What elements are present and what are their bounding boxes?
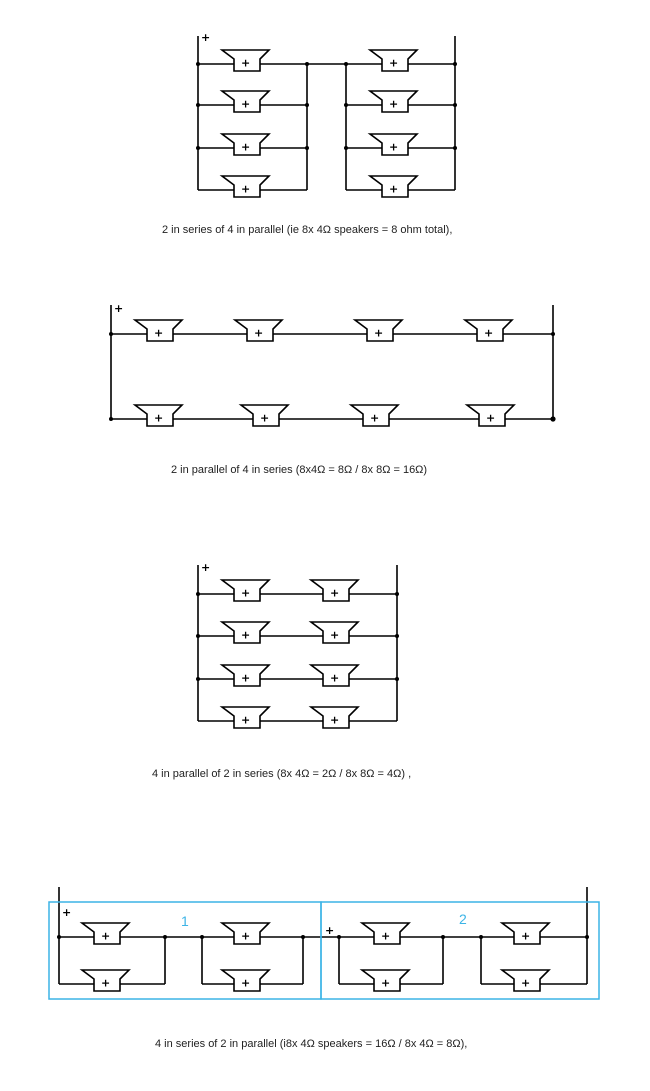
diagram-caption: 4 in parallel of 2 in series (8x 4Ω = 2Ω / 8x 8Ω = 4Ω) , bbox=[152, 768, 412, 780]
speaker-icon bbox=[362, 970, 409, 991]
diagram-parallel-of-series bbox=[109, 302, 556, 476]
svg-text:+: + bbox=[101, 929, 111, 943]
speaker-icon bbox=[465, 320, 512, 341]
diagram-parallel-of-series-pairs bbox=[152, 561, 411, 780]
speaker-icon bbox=[222, 665, 269, 686]
speaker-icon bbox=[222, 134, 269, 155]
svg-text:+: + bbox=[521, 976, 531, 990]
svg-text:+: + bbox=[241, 976, 251, 990]
svg-text:+: + bbox=[521, 929, 531, 943]
svg-text:+: + bbox=[330, 628, 340, 642]
svg-text:+: + bbox=[101, 976, 111, 990]
speaker-icon bbox=[502, 923, 549, 944]
speaker-icon bbox=[311, 665, 358, 686]
diagram-series-of-parallel-pairs bbox=[49, 887, 599, 1050]
speaker-icon bbox=[222, 707, 269, 728]
speaker-icon bbox=[370, 176, 417, 197]
svg-text:+: + bbox=[330, 586, 340, 600]
speaker-icon bbox=[235, 320, 282, 341]
diagram-caption: 2 in series of 4 in parallel (ie 8x 4Ω speakers = 8 ohm total), bbox=[162, 224, 453, 236]
svg-text:+: + bbox=[330, 671, 340, 685]
svg-text:+: + bbox=[374, 326, 384, 340]
speaker-icon bbox=[370, 91, 417, 112]
speaker-icon bbox=[222, 176, 269, 197]
svg-text:+: + bbox=[389, 182, 399, 196]
speaker-icon bbox=[222, 580, 269, 601]
svg-text:+: + bbox=[241, 56, 251, 70]
svg-text:+: + bbox=[486, 411, 496, 425]
svg-text:+: + bbox=[254, 326, 264, 340]
svg-text:+: + bbox=[241, 713, 251, 727]
svg-text:+: + bbox=[241, 97, 251, 111]
diagram-caption: 4 in series of 2 in parallel (i8x 4Ω speakers = 16Ω / 8x 4Ω = 8Ω), bbox=[155, 1038, 468, 1050]
speaker-icon bbox=[135, 405, 182, 426]
speaker-icon bbox=[222, 50, 269, 71]
svg-text:+: + bbox=[241, 671, 251, 685]
svg-text:+: + bbox=[330, 713, 340, 727]
speaker-icon bbox=[222, 923, 269, 944]
positive-terminal-label: + bbox=[62, 906, 72, 919]
speaker-icon bbox=[351, 405, 398, 426]
speaker-icon bbox=[362, 923, 409, 944]
speaker-icon bbox=[311, 580, 358, 601]
speaker-icon bbox=[355, 320, 402, 341]
speaker-icon bbox=[502, 970, 549, 991]
svg-text:+: + bbox=[241, 628, 251, 642]
speaker-icon bbox=[370, 134, 417, 155]
speaker-icon bbox=[222, 91, 269, 112]
speaker-icon bbox=[467, 405, 514, 426]
positive-terminal-label: + bbox=[201, 561, 211, 574]
svg-text:+: + bbox=[389, 97, 399, 111]
speaker-icon bbox=[222, 622, 269, 643]
svg-text:+: + bbox=[241, 182, 251, 196]
svg-text:+: + bbox=[389, 56, 399, 70]
speaker-icon bbox=[241, 405, 288, 426]
speaker-icon bbox=[311, 622, 358, 643]
speaker-icon bbox=[311, 707, 358, 728]
diagram-series-of-parallel bbox=[162, 31, 457, 236]
positive-terminal-label: + bbox=[325, 924, 335, 937]
svg-text:+: + bbox=[241, 586, 251, 600]
svg-text:+: + bbox=[260, 411, 270, 425]
group-label-2: 2 bbox=[459, 911, 467, 927]
svg-text:+: + bbox=[389, 140, 399, 154]
wiring bbox=[198, 565, 397, 721]
diagram-caption: 2 in parallel of 4 in series (8x4Ω = 8Ω / 8x 8Ω = 16Ω) bbox=[171, 464, 428, 476]
svg-text:+: + bbox=[381, 976, 391, 990]
speaker-icon bbox=[82, 970, 129, 991]
svg-text:+: + bbox=[154, 326, 164, 340]
svg-text:+: + bbox=[241, 140, 251, 154]
svg-text:+: + bbox=[381, 929, 391, 943]
svg-text:+: + bbox=[241, 929, 251, 943]
speaker-icon bbox=[135, 320, 182, 341]
svg-text:+: + bbox=[154, 411, 164, 425]
speaker-icon bbox=[370, 50, 417, 71]
svg-text:+: + bbox=[370, 411, 380, 425]
speaker-icon bbox=[222, 970, 269, 991]
positive-terminal-label: + bbox=[114, 302, 124, 315]
group-label-1: 1 bbox=[181, 913, 189, 929]
svg-text:+: + bbox=[484, 326, 494, 340]
speaker-icon bbox=[82, 923, 129, 944]
positive-terminal-label: + bbox=[201, 31, 211, 44]
